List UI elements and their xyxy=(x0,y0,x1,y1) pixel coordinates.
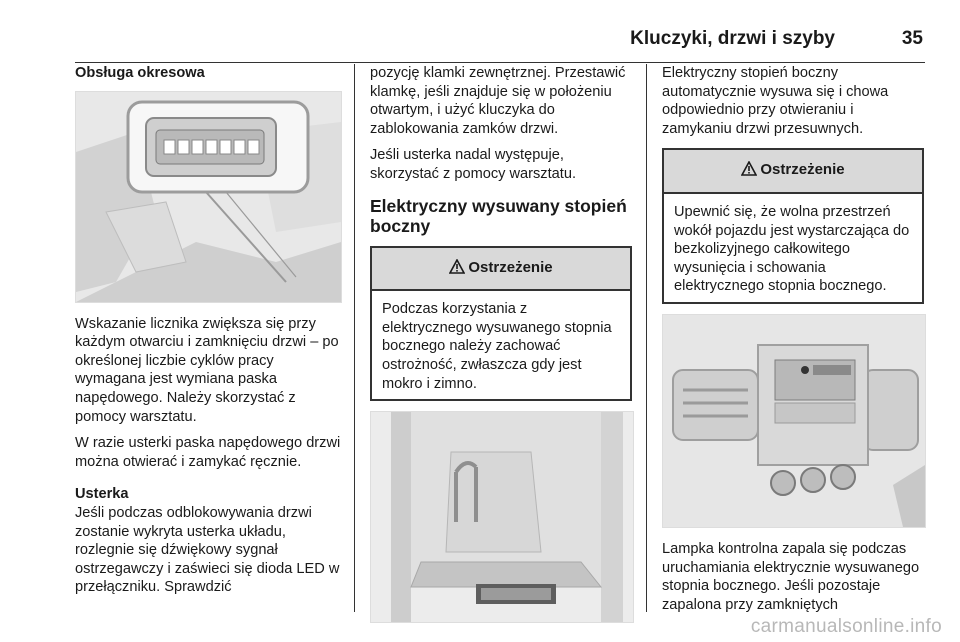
warning-triangle-icon xyxy=(449,259,465,280)
column-2 xyxy=(370,64,632,623)
paragraph: Wskazanie licznika zwiększa się przy każdym otwarciu i zamknięciu drzwi – po określonej liczbie cyklów pracy wymagana jest wymiana paska napędowego. Należy skorzystać z pomocy warsztatu. xyxy=(75,315,339,425)
page-number: 35 xyxy=(901,28,923,49)
warning-box xyxy=(662,148,924,304)
page-title: Kluczyki, drzwi i szyby xyxy=(630,28,835,49)
watermark: carmanualsonline.info xyxy=(750,616,942,637)
side-step-illustration xyxy=(370,411,634,623)
column-1 xyxy=(75,64,345,605)
column-3 xyxy=(662,64,924,622)
warning-title: Ostrzeżenie xyxy=(468,258,553,276)
warning-text: Upewnić się, że wolna przestrzeń wokół pojazdu jest wystarczająca do bezkolizyjnego całkowitego wysunięcia i schowania elektrycznego stopnia bocznego. xyxy=(674,203,910,295)
warning-text: Podczas korzystania z elektrycznego wysuwanego stopnia bocznego należy zachować ostrożność, zwłaszcza gdy jest mokro i zimno. xyxy=(382,301,612,392)
paragraph: pozycję klamki zewnętrznej. Przestawić klamkę, jeśli znajduje się w położeniu otwartym, i użyć kluczyka do zablokowania zamków drzwi. xyxy=(370,65,626,137)
door-counter-svg xyxy=(76,92,341,302)
paragraph: W razie usterki paska napędowego drzwi można otwierać i zamykać ręcznie. xyxy=(75,435,341,470)
paragraph: Lampka kontrolna zapala się podczas uruchamiania elektrycznie wysuwanego stopnia bocznego. Jeśli pozostaje zapalona przy zamkniętych xyxy=(662,540,920,613)
column-divider xyxy=(354,64,355,612)
dashboard-illustration xyxy=(662,314,926,528)
warning-header xyxy=(664,150,922,194)
section-heading: Obsługa okresowa xyxy=(75,65,205,81)
dashboard-svg xyxy=(663,315,925,527)
warning-box xyxy=(370,246,632,402)
warning-header xyxy=(372,248,630,292)
side-step-svg xyxy=(371,412,633,622)
paragraph: Jeśli podczas odblokowywania drzwi zostanie wykryta usterka układu, rozlegnie się dźwiękowy sygnał ostrzegawczy i zaświeci się dioda LED w przełączniku. Sprawdzić xyxy=(75,504,340,596)
column-divider xyxy=(646,64,647,612)
door-counter-illustration xyxy=(75,91,342,303)
paragraph: Jeśli usterka nadal występuje, skorzystać z pomocy warsztatu. xyxy=(370,147,576,182)
paragraph: Elektryczny stopień boczny automatycznie wysuwa się i chowa odpowiednio przy otwieraniu i zamykaniu drzwi przesuwnych. xyxy=(662,65,889,137)
warning-triangle-icon xyxy=(741,161,757,182)
warning-title: Ostrzeżenie xyxy=(760,161,845,179)
subheading-fault: Usterka xyxy=(75,486,129,503)
section-heading: Elektryczny wysuwany stopień boczny xyxy=(370,195,627,236)
page-header xyxy=(75,20,925,63)
